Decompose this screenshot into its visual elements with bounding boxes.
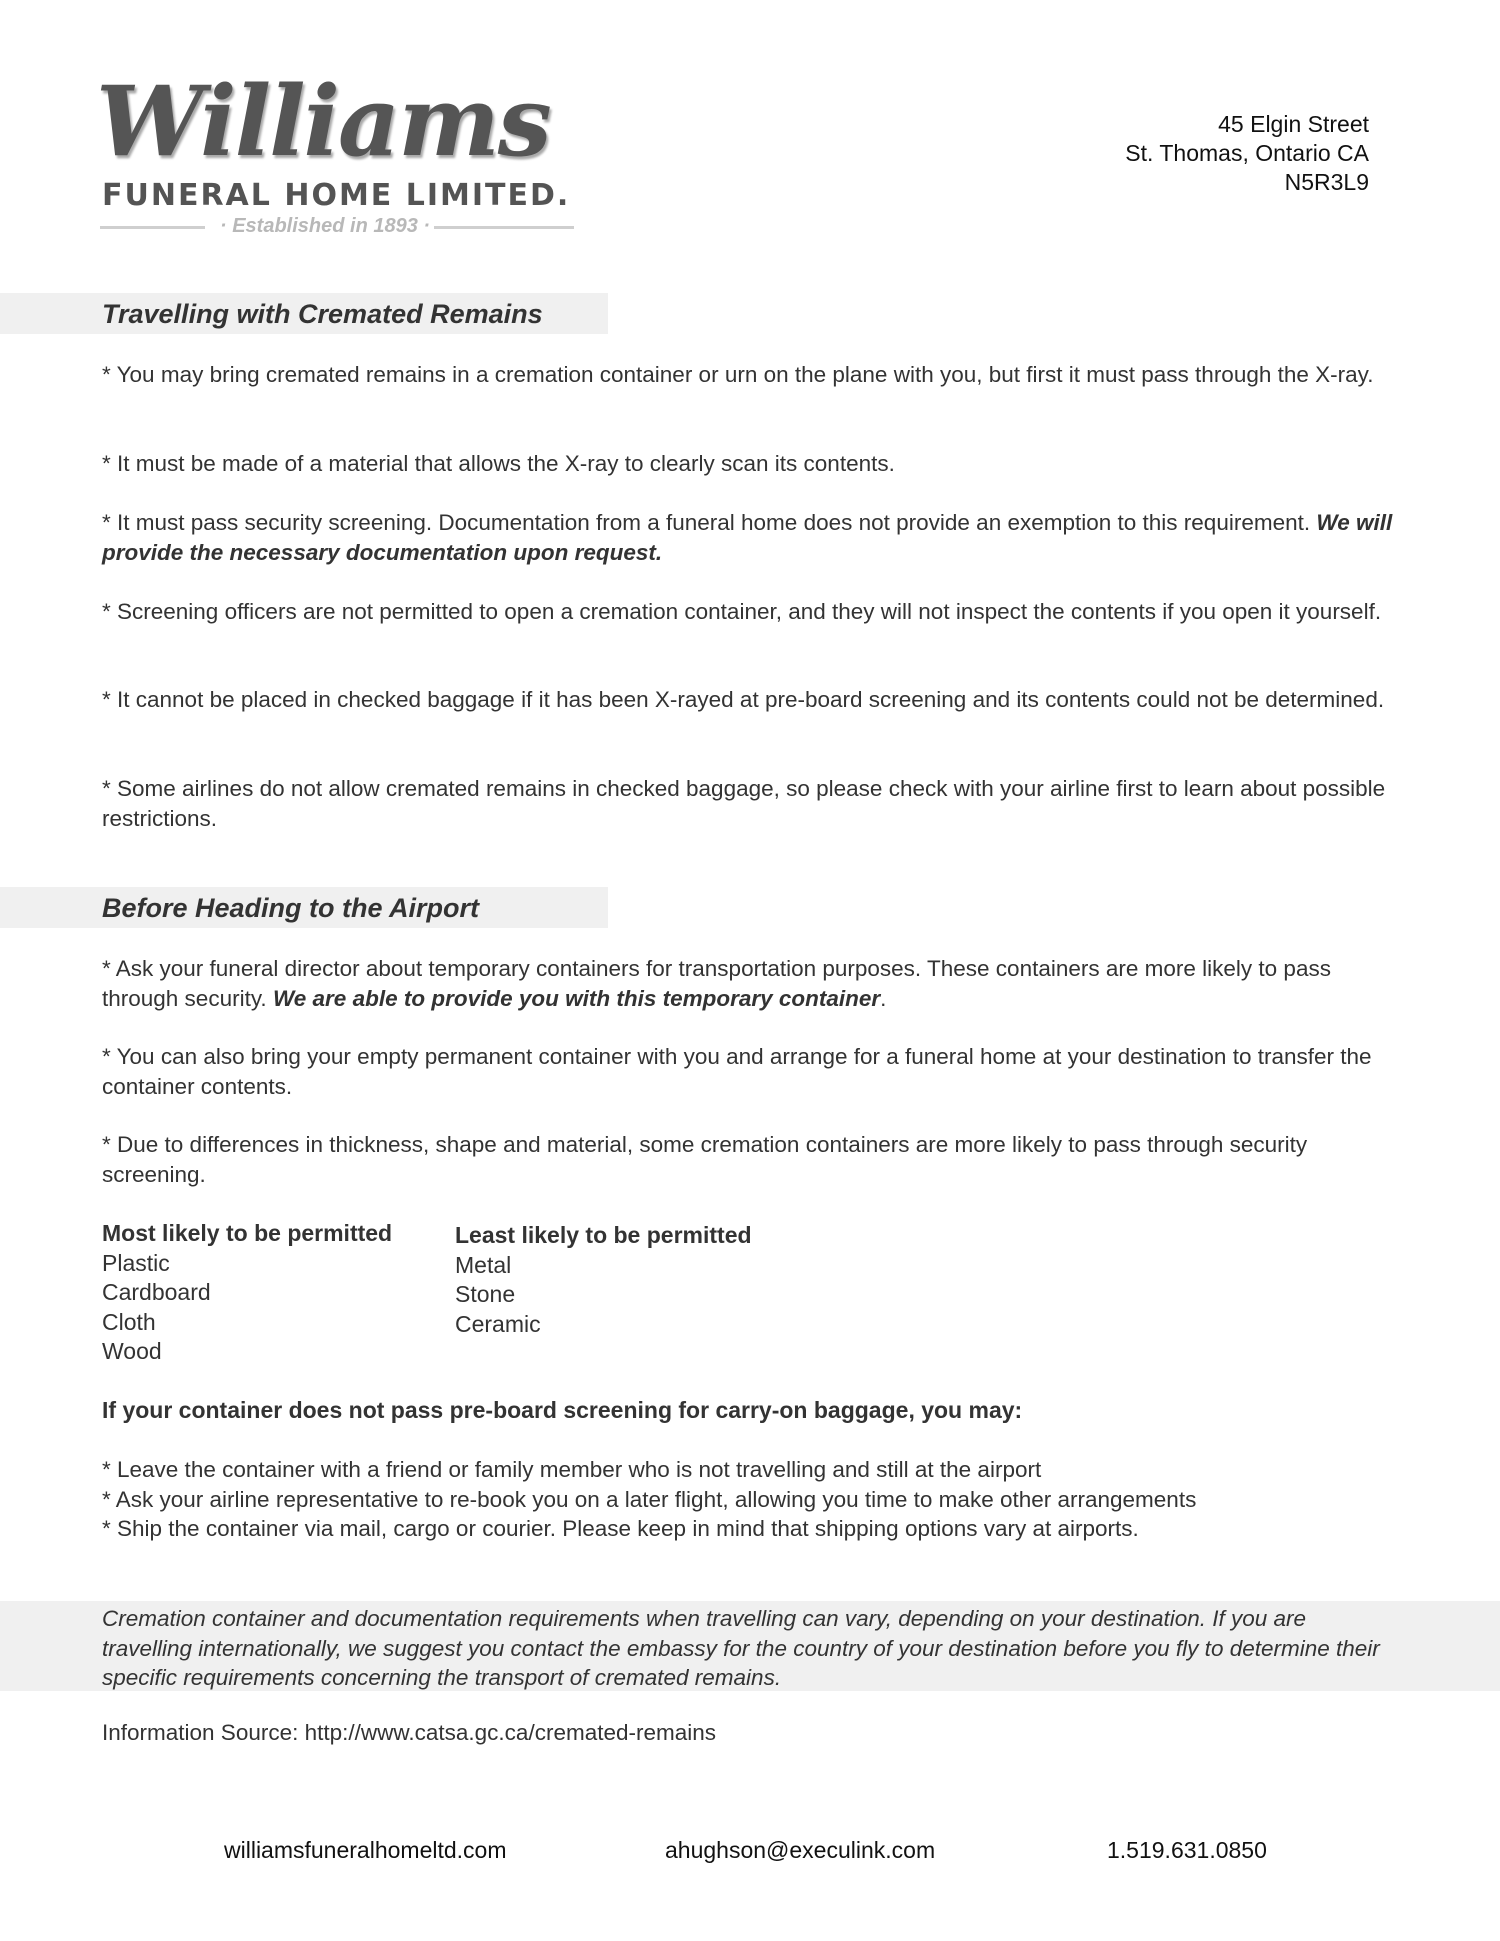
paragraph-security-screening-emphasis: We will provide the necessary documentation upon request. [102,510,1393,565]
list-item: Cardboard [102,1279,211,1305]
paragraph-xray-requirement: * You may bring cremated remains in a cremation container or urn on the plane with you, but first it must pass through the X-ray. [102,362,1374,387]
list-item: Stone [455,1281,516,1307]
list-item: Wood [102,1338,162,1364]
logo-established: · Established in 1893 · [220,215,431,237]
logo-rule-left [100,226,205,229]
address-city: St. Thomas, Ontario CA [1125,140,1369,166]
paragraph-temporary-containers-emphasis: We are able to provide you with this temporary container [272,985,881,1011]
logo-script-text: Williams [96,65,550,178]
paragraph-security-screening-text: * It must pass security screening. Documentation from a funeral home does not provide an exemption to this requirement. [102,510,1311,535]
list-item: Ceramic [455,1310,541,1337]
fail-options-heading: If your container does not pass pre-board screening for carry-on baggage, you may: [102,1397,1023,1423]
list-item: Cloth [102,1308,156,1335]
least-likely-heading: Least likely to be permitted [455,1222,752,1248]
footer-website[interactable]: williamsfuneralhomeltd.com [224,1837,507,1863]
address-street: 45 Elgin Street [1218,111,1369,137]
most-likely-list [102,1219,392,1367]
least-likely-list [455,1221,752,1339]
paragraph-material: * It must be made of a material that allows the X-ray to clearly scan its contents. [102,451,895,476]
international-note-text: Cremation container and documentation requirements when travelling can vary, depending on your destination. If you are travelling internationally, we suggest you contact the embassy for the country of your destination before you fly to determine their specific requirements concerning the transport of cremated remains. [102,1606,1380,1690]
list-item: Plastic [102,1249,170,1276]
section-heading-text: Travelling with Cremated Remains [102,299,543,329]
logo-rule-right [434,226,574,229]
paragraph-security-screening [102,508,1402,567]
paragraph-airlines: * Some airlines do not allow cremated remains in checked baggage, so please check with your airline first to learn about possible restrictions. [102,776,1386,831]
most-likely-heading: Most likely to be permitted [102,1220,393,1246]
logo-company-name: FUNERAL HOME LIMITED. [102,178,571,213]
paragraph-officers: * Screening officers are not permitted to open a cremation container, and they will not inspect the contents if you open it yourself. [102,599,1382,624]
paragraph-temporary-containers [102,954,1402,1013]
address-block [1125,110,1369,197]
paragraph-checked-baggage: * It cannot be placed in checked baggage if it has been X-rayed at pre-board screening and its contents could not be determined. [102,687,1385,712]
section-heading-airport [0,887,608,928]
address-postal-code: N5R3L9 [1284,169,1369,195]
paragraph-temporary-containers-end: . [880,985,887,1011]
paragraph-temporary-containers-text: * Ask your funeral director about temporary containers for transportation purposes. These containers are more likely to pass through security. [102,956,1331,1011]
list-item: * Ship the container via mail, cargo or courier. Please keep in mind that shipping options vary at airports. [102,1516,1139,1541]
footer-phone[interactable]: 1.519.631.0850 [1107,1837,1267,1863]
paragraph-differences: * Due to differences in thickness, shape and material, some cremation containers are more likely to pass through security screening. [102,1132,1308,1187]
list-item: * Ask your airline representative to re-book you on a later flight, allowing you time to make other arrangements [102,1486,1197,1512]
list-item: Metal [455,1251,512,1278]
section-heading-text: Before Heading to the Airport [102,893,480,923]
paragraph-permanent-container: * You can also bring your empty permanent container with you and arrange for a funeral home at your destination to transfer the container contents. [102,1044,1372,1099]
international-note-box [0,1601,1500,1691]
footer-email[interactable]: ahughson@execulink.com [665,1837,936,1863]
list-item: * Leave the container with a friend or family member who is not travelling and still at the airport [102,1457,1042,1482]
fail-options-list [102,1455,1402,1544]
section-heading-travelling [0,293,608,334]
company-logo [96,65,580,246]
information-source: Information Source: http://www.catsa.gc.ca/cremated-remains [102,1720,717,1745]
